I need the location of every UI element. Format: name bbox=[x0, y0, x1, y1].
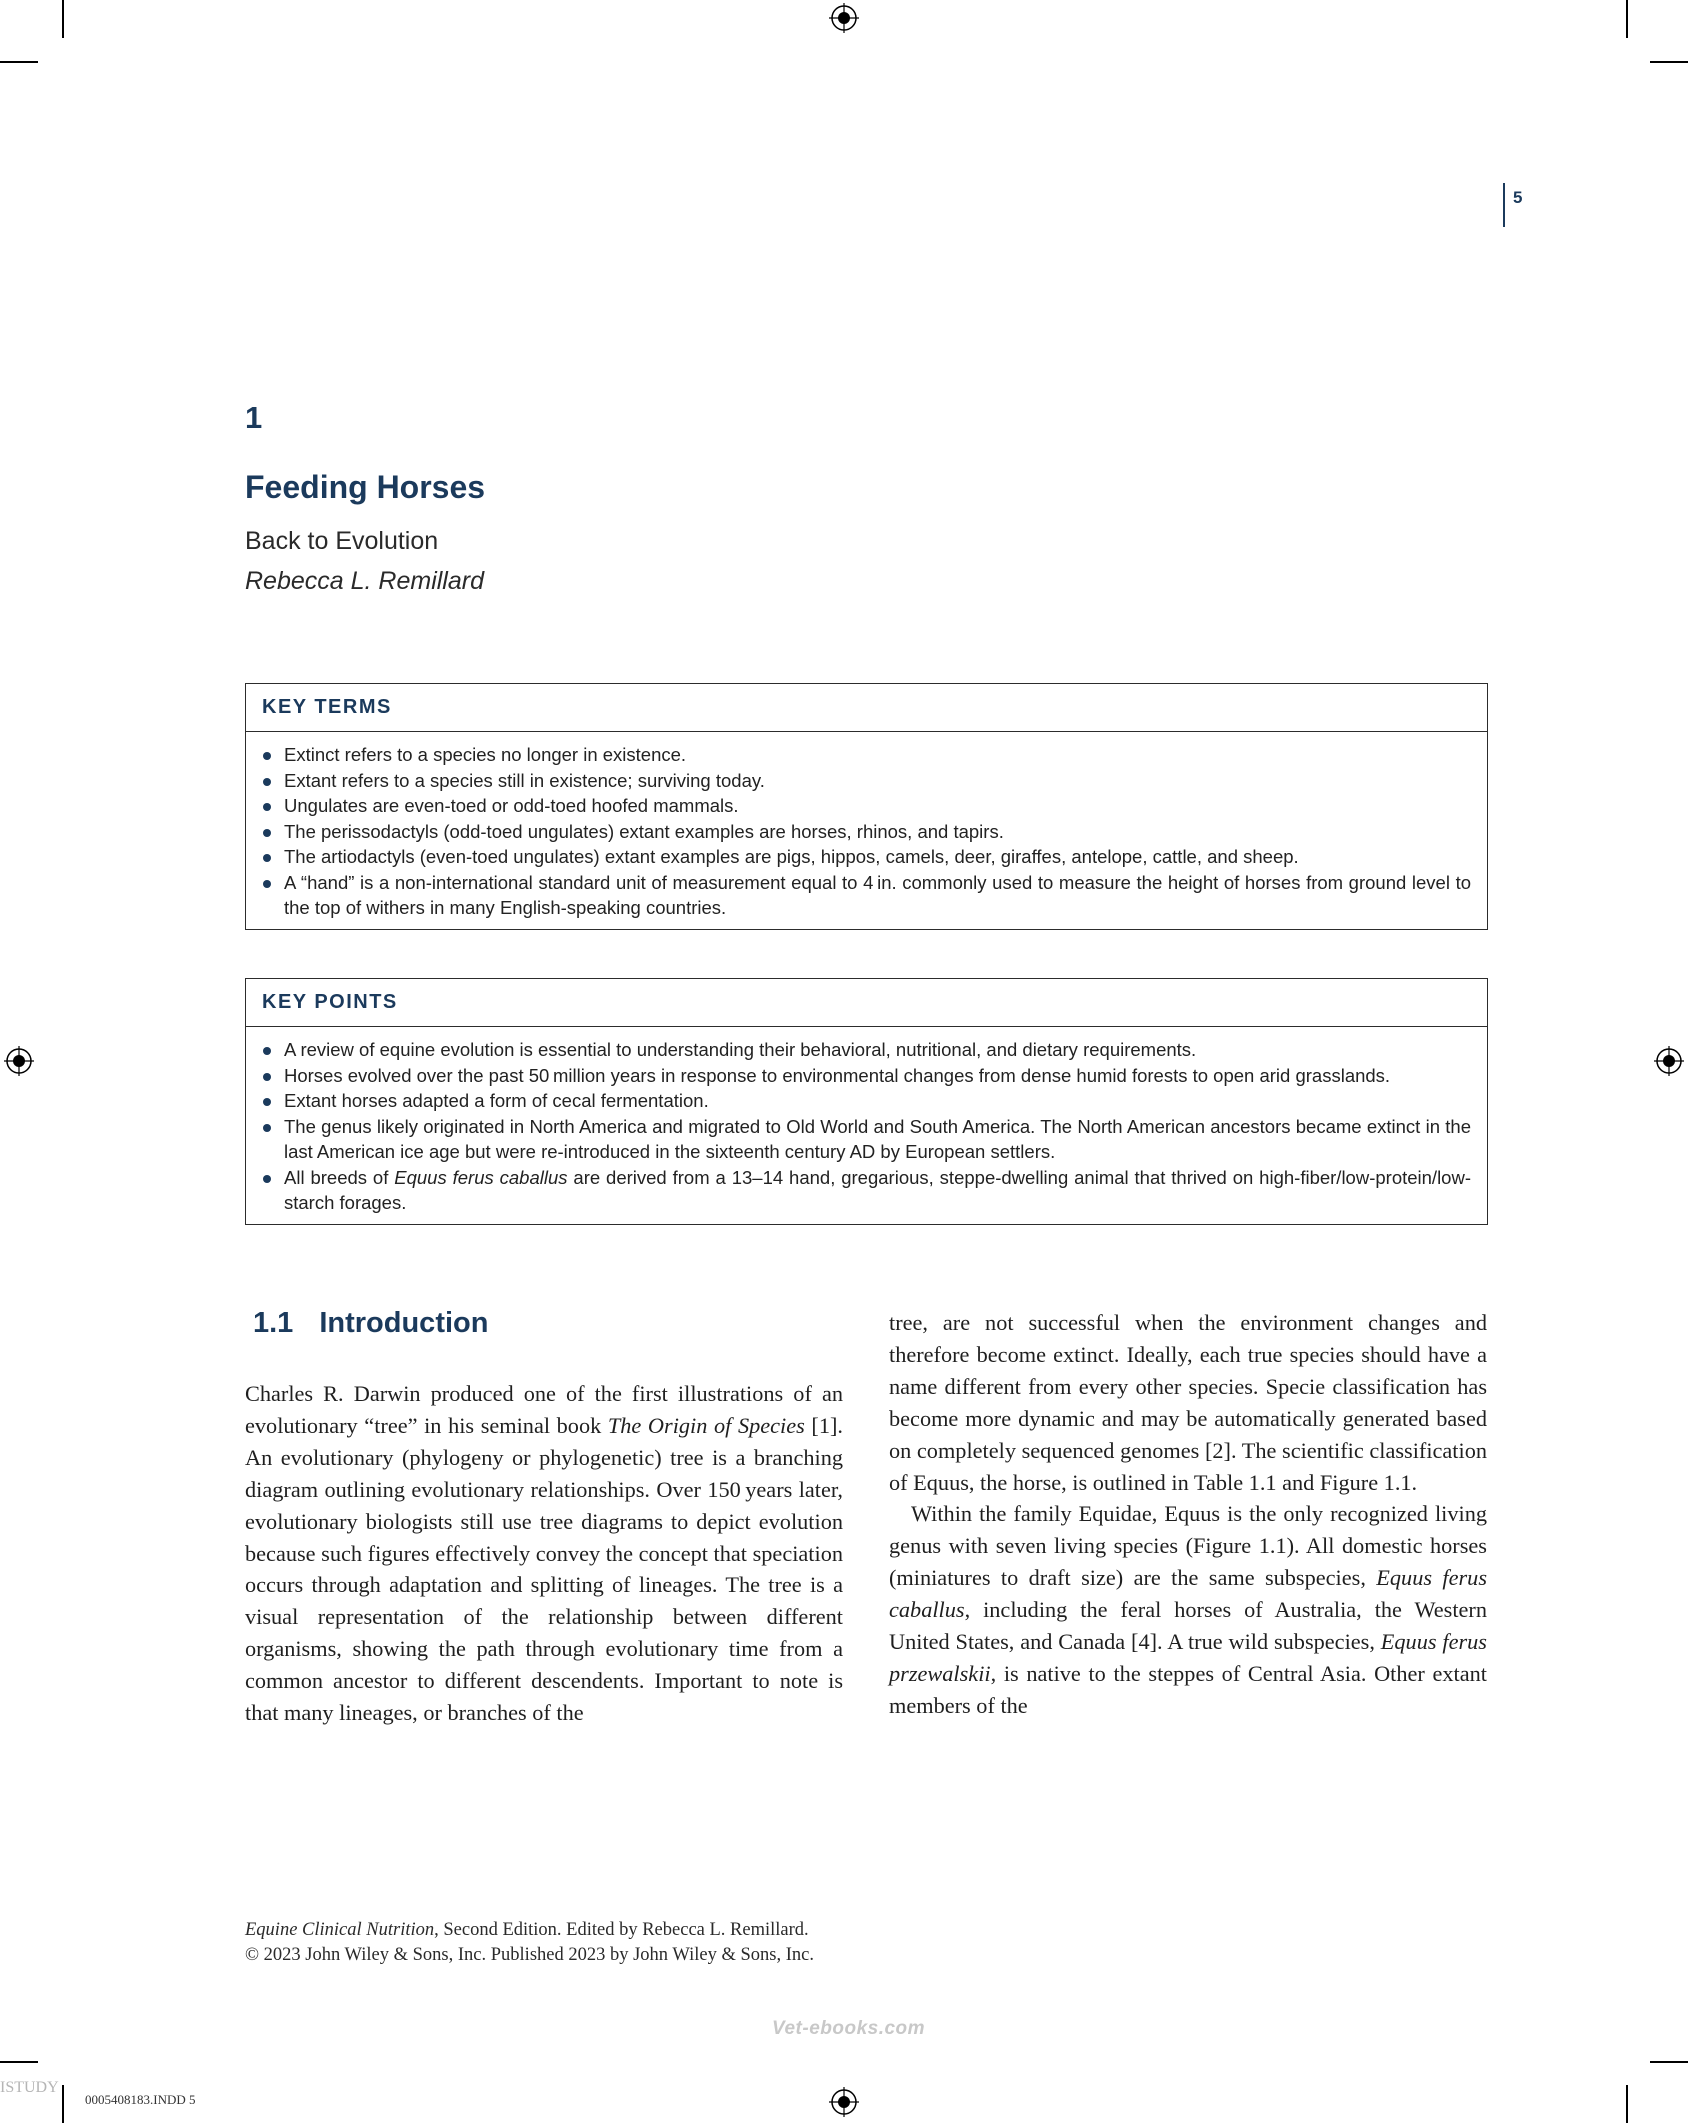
key-terms-box bbox=[245, 683, 1488, 930]
key-term-item: Extinct refers to a species no longer in existence. bbox=[284, 742, 1471, 768]
key-terms-heading: KEY TERMS bbox=[246, 684, 1487, 732]
key-point-item: Extant horses adapted a form of cecal fermentation. bbox=[284, 1088, 1471, 1114]
crop-mark bbox=[62, 0, 64, 38]
key-points-list bbox=[246, 1027, 1487, 1224]
key-term-item: The perissodactyls (odd-toed ungulates) extant examples are horses, rhinos, and tapirs. bbox=[284, 819, 1471, 845]
file-slug: 0005408183.INDD 5 bbox=[85, 2092, 196, 2107]
crop-mark bbox=[1650, 2061, 1688, 2063]
registration-mark-icon bbox=[4, 1046, 34, 1076]
key-term-item: Extant refers to a species still in existence; surviving today. bbox=[284, 768, 1471, 794]
paragraph bbox=[245, 1378, 843, 1729]
chapter-author: Rebecca L. Remillard bbox=[245, 567, 484, 595]
watermark: Vet-ebooks.com bbox=[772, 2018, 926, 2039]
side-stamp: ISTUDY bbox=[0, 2079, 59, 2096]
body-column-right bbox=[889, 1307, 1487, 1722]
key-term-item: A “hand” is a non-international standard unit of measurement equal to 4 in. commonly used to measure the height of horses from ground level to the top of withers in many English-speaking countries. bbox=[284, 870, 1471, 921]
registration-mark-icon bbox=[1654, 1046, 1684, 1076]
book-title: The Origin of Species bbox=[607, 1412, 805, 1438]
book-title: Equine Clinical Nutrition bbox=[245, 1920, 435, 1940]
crop-mark bbox=[1626, 0, 1628, 38]
species-name: Equus ferus caballus bbox=[394, 1166, 568, 1188]
key-point-item: Horses evolved over the past 50 million years in response to environmental changes from dense humid forests to open arid grasslands. bbox=[284, 1063, 1471, 1089]
text-run: , is native to the steppes of Central Asia. Other extant members of the bbox=[889, 1660, 1487, 1718]
key-point-item: The genus likely originated in North America and migrated to Old World and South America. The North American ancestors became extinct in the last American ice age but were re-introduced in the sixteenth century AD by European settlers. bbox=[284, 1114, 1471, 1165]
key-terms-list bbox=[246, 732, 1487, 929]
body-column-left bbox=[245, 1378, 843, 1729]
species-name: Equus ferus przewalskii bbox=[889, 1629, 1487, 1686]
copyright-footnote bbox=[245, 1918, 814, 1968]
key-point-item: A review of equine evolution is essential to understanding their behavioral, nutritional, and dietary requirements. bbox=[284, 1037, 1471, 1063]
key-points-box bbox=[245, 978, 1488, 1225]
chapter-number: 1 bbox=[245, 400, 263, 435]
text-run: , including the feral horses of Australia, the Western United States, and Canada [4]. A true wild subspecies, bbox=[889, 1597, 1487, 1655]
section-number: 1.1 bbox=[253, 1307, 294, 1339]
crop-mark bbox=[0, 2061, 38, 2063]
footnote-line bbox=[245, 1918, 814, 1943]
paragraph: tree, are not successful when the environment changes and therefore become extinct. Ideally, each true species should have a name different from every other species. Specie classification has become more dynamic and may be automatically generated based on completely sequenced genomes [2]. The scientific classification of Equus, the horse, is outlined in Table 1.1 and Figure 1.1. bbox=[889, 1310, 1487, 1495]
page-number: 5 bbox=[1503, 183, 1522, 227]
key-points-heading: KEY POINTS bbox=[246, 979, 1487, 1027]
text-run: [1]. An evolutionary (phylogeny or phylogenetic) tree is a branching diagram outlining evolutionary relationships. Over 150 years later, evolutionary biologists still use tree diagrams to depict evolution because such figures effectively convey the concept that speciation occurs through adaptation and splitting of lineages. The tree is a visual representation of the relationship between different organisms, showing the path through evolutionary time from a common ancestor to different descendents. Important to note is that many lineages, or branches of the bbox=[245, 1412, 843, 1726]
crop-mark bbox=[1650, 61, 1688, 63]
footnote-line: © 2023 John Wiley & Sons, Inc. Published 2023 by John Wiley & Sons, Inc. bbox=[245, 1945, 814, 1965]
crop-mark bbox=[1626, 2085, 1628, 2123]
text-run: Within the family Equidae, Equus is the only recognized living genus with seven living species (Figure 1.1). All domestic horses (miniatures to draft size) are the same subspecies, bbox=[889, 1501, 1487, 1591]
text-run: Charles R. Darwin produced one of the first illustrations of an evolutionary “tree” in his seminal book bbox=[245, 1381, 843, 1438]
crop-mark bbox=[62, 2085, 64, 2123]
text-run: All breeds of bbox=[284, 1166, 395, 1188]
text-run: are derived from a 13–14 hand, gregarious, steppe-dwelling animal that thrived on high-fiber/low-protein/low-starch forages. bbox=[284, 1166, 1471, 1213]
crop-mark bbox=[0, 61, 38, 63]
registration-mark-icon bbox=[829, 3, 859, 33]
species-name: Equus ferus caballus bbox=[889, 1565, 1487, 1623]
chapter-subtitle: Back to Evolution bbox=[245, 527, 439, 555]
section-heading bbox=[253, 1307, 488, 1340]
section-title: Introduction bbox=[319, 1307, 489, 1339]
registration-mark-icon bbox=[829, 2087, 859, 2117]
key-term-item: The artiodactyls (even-toed ungulates) extant examples are pigs, hippos, camels, deer, giraffes, antelope, cattle, and sheep. bbox=[284, 844, 1471, 870]
text-run: , Second Edition. Edited by Rebecca L. Remillard. bbox=[434, 1920, 809, 1940]
key-term-item: Ungulates are even-toed or odd-toed hoofed mammals. bbox=[284, 793, 1471, 819]
paragraph bbox=[889, 1498, 1487, 1721]
chapter-title: Feeding Horses bbox=[245, 469, 486, 505]
key-point-item bbox=[284, 1165, 1471, 1216]
